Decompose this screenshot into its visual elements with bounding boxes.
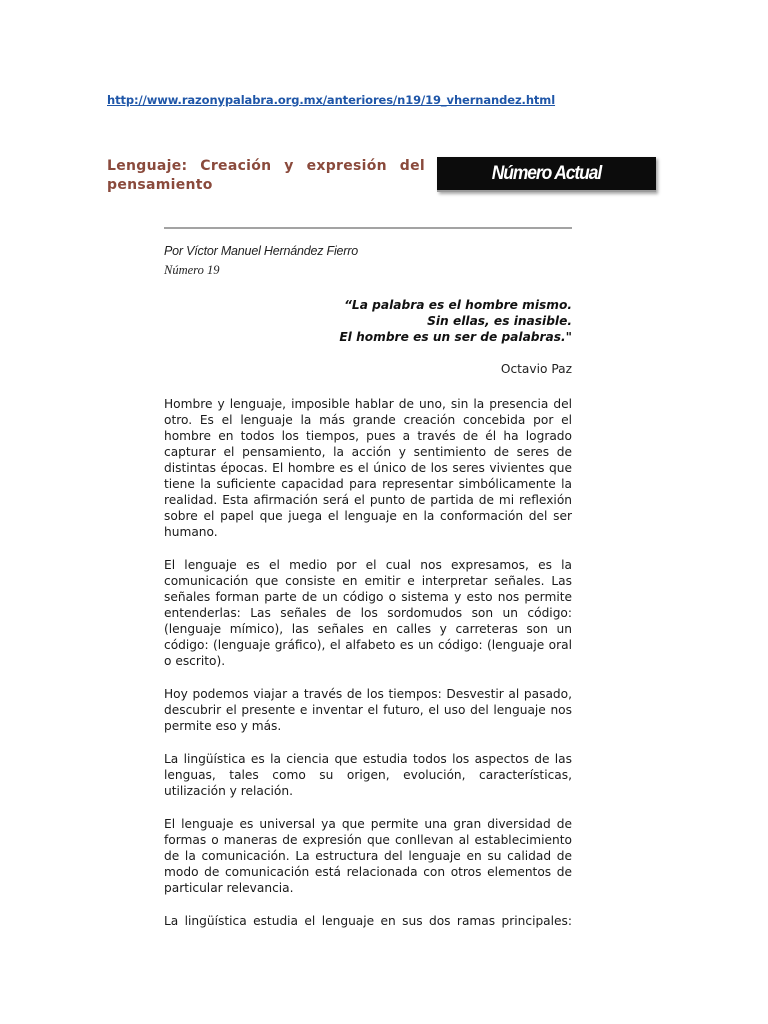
epigraph-line: Sin ellas, es inasible. bbox=[427, 314, 572, 328]
title-word: Creación bbox=[200, 158, 272, 174]
numero-actual-banner[interactable] bbox=[437, 157, 656, 192]
body-paragraph: El lenguaje es universal ya que permite una gran diversidad de formas o maneras de expresión que conllevan al establecimiento de la comunicación. La estructura del lenguaje en su calidad de modo de comunicación está relacionada con otros elementos de particular relevancia. bbox=[164, 817, 572, 895]
article-body bbox=[164, 396, 572, 929]
epigraph-line: El hombre es un ser de palabras." bbox=[339, 330, 572, 344]
title-word: y bbox=[284, 158, 294, 174]
epigraph-line: “La palabra es el hombre mismo. bbox=[344, 298, 572, 312]
body-paragraph: Hoy podemos viajar a través de los tiempos: Desvestir al pasado, descubrir el presente e inventar el futuro, el uso del lenguaje nos permite eso y más. bbox=[164, 687, 572, 733]
title-word: Lenguaje: bbox=[107, 158, 188, 174]
issue-number: Número 19 bbox=[164, 263, 220, 277]
title-word: expresión bbox=[306, 158, 387, 174]
author-byline: Por Víctor Manuel Hernández Fierro bbox=[164, 244, 358, 258]
body-paragraph: La lingüística estudia el lenguaje en sus dos ramas principales: bbox=[164, 914, 572, 928]
body-paragraph: La lingüística es la ciencia que estudia todos los aspectos de las lenguas, tales como su origen, evolución, características, utilización y relación. bbox=[164, 752, 572, 798]
title-word: del bbox=[399, 158, 425, 174]
source-url-link[interactable]: http://www.razonypalabra.org.mx/anteriores/n19/19_vhernandez.html bbox=[107, 93, 556, 107]
epigraph-quote bbox=[164, 297, 572, 345]
article-title bbox=[107, 157, 425, 195]
body-paragraph: El lenguaje es el medio por el cual nos expresamos, es la comunicación que consiste en emitir e interpretar señales. Las señales forman parte de un código o sistema y esto nos permite entenderlas: Las señales de los sordomudos son un código: (lenguaje mímico), las señales en calles y carreteras son un código: (lenguaje gráfico), el alfabeto es un código: (lenguaje oral o escrito). bbox=[164, 558, 572, 668]
title-line-1 bbox=[107, 157, 425, 176]
title-line-2: pensamiento bbox=[107, 177, 213, 193]
body-paragraph: Hombre y lenguaje, imposible hablar de uno, sin la presencia del otro. Es el lenguaje la más grande creación concebida por el hombre en todos los tiempos, pues a través de él ha logrado capturar el pensamiento, la acción y sentimiento de seres de distintas épocas. El hombre es el único de los seres vivientes que tiene la suficiente capacidad para representar simbólicamente la realidad. Esta afirmación será el punto de partida de mi reflexión sobre el papel que juega el lenguaje en la conformación del ser humano. bbox=[164, 397, 572, 539]
horizontal-divider bbox=[164, 227, 572, 229]
epigraph-attribution: Octavio Paz bbox=[500, 362, 572, 376]
banner-label: Número Actual bbox=[491, 162, 602, 184]
